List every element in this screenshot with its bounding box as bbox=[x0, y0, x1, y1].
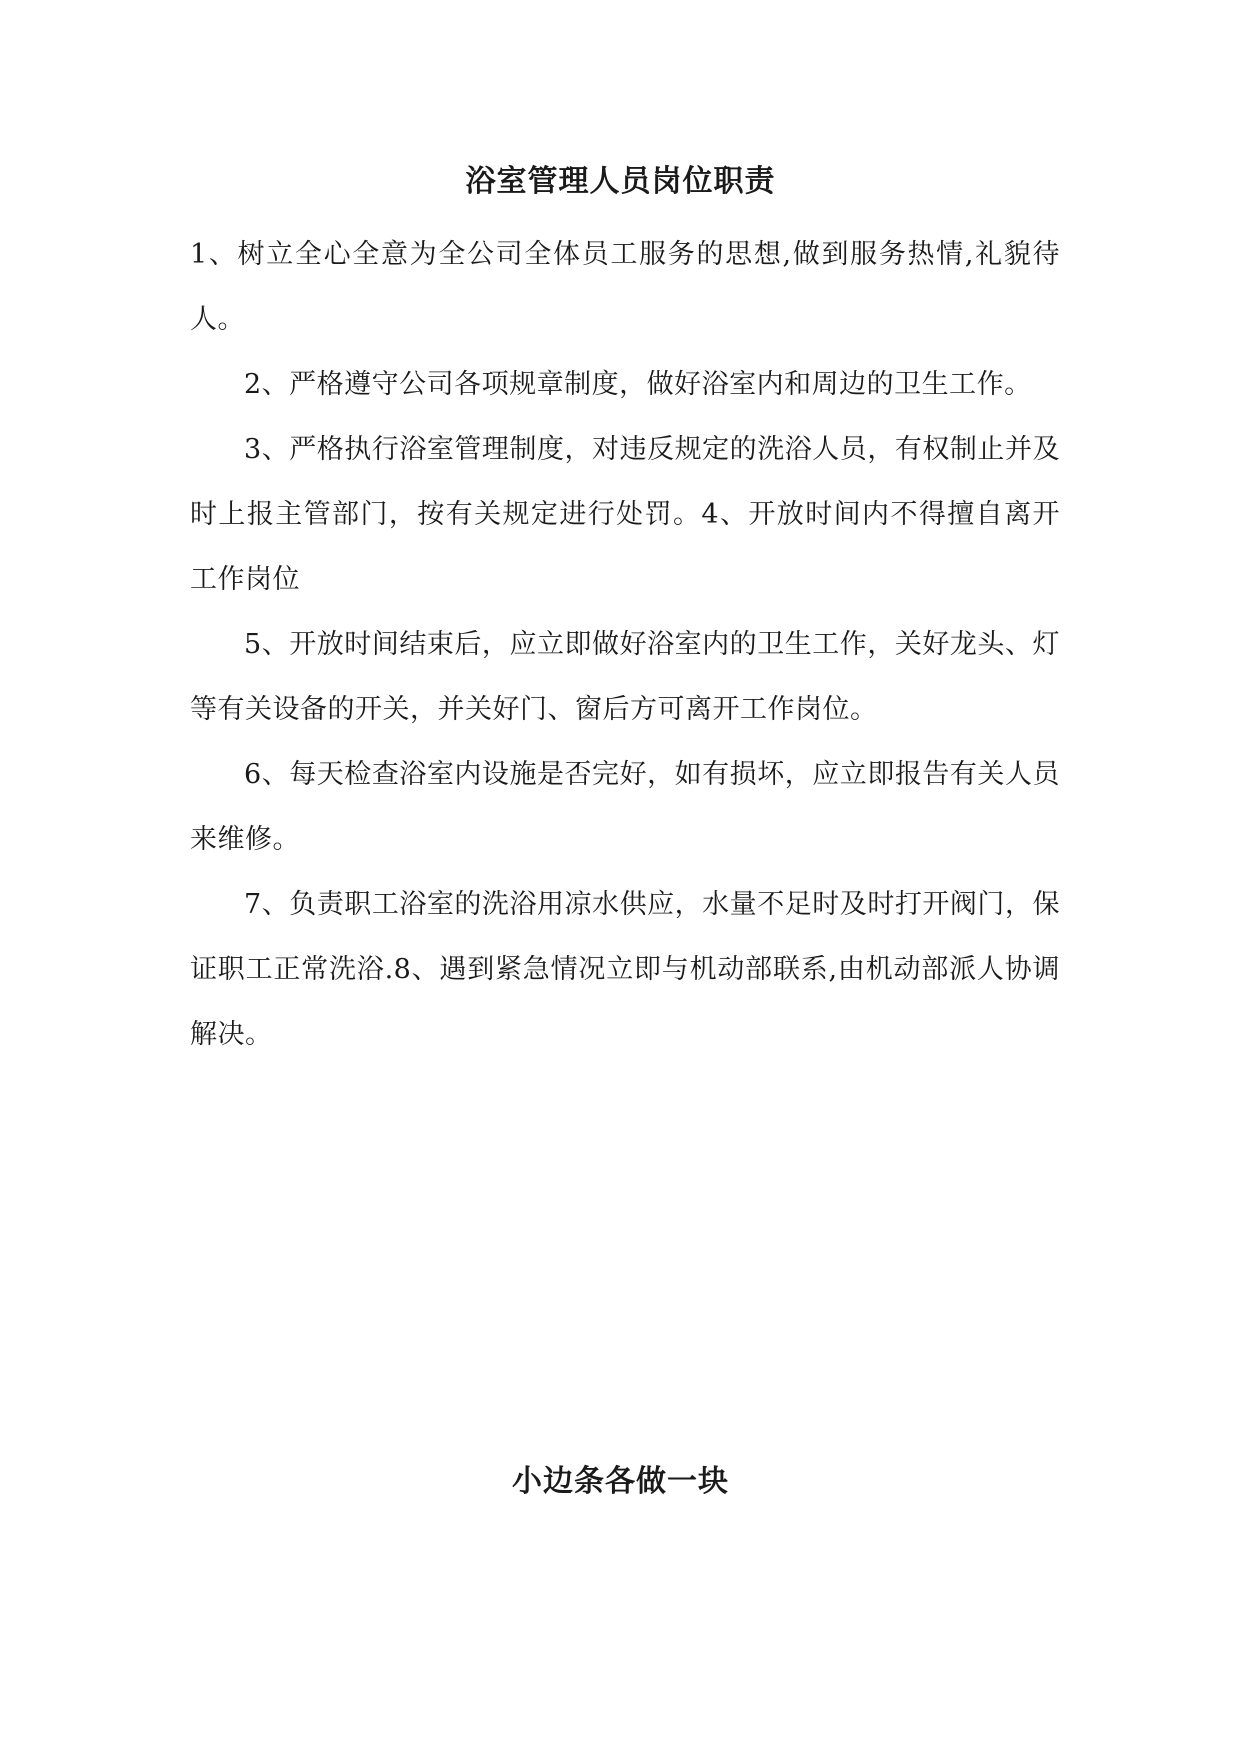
paragraph-6: 6、每天检查浴室内设施是否完好，如有损坏，应立即报告有关人员来维修。 bbox=[190, 759, 1060, 855]
paragraph-1: 1、树立全心全意为全公司全体员工服务的思想,做到服务热情,礼貌待人。 bbox=[190, 239, 1060, 335]
paragraph-3: 3、严格执行浴室管理制度，对违反规定的洗浴人员，有权制止并及时上报主管部门，按有关规定进行处罚。4、开放时间内不得擅自离开工作岗位 bbox=[190, 434, 1060, 595]
footer-heading: 小边条各做一块 bbox=[512, 1464, 729, 1499]
paragraph-2: 2、严格遵守公司各项规章制度，做好浴室内和周边的卫生工作。 bbox=[244, 369, 1032, 400]
document-body bbox=[190, 222, 1060, 1067]
paragraph-5: 5、开放时间结束后，应立即做好浴室内的卫生工作，关好龙头、灯等有关设备的开关，并关好门、窗后方可离开工作岗位。 bbox=[190, 629, 1060, 725]
document-title: 浴室管理人员岗位职责 bbox=[465, 164, 776, 199]
paragraph-7: 7、负责职工浴室的洗浴用凉水供应，水量不足时及时打开阀门，保证职工正常洗浴.8、遇到紧急情况立即与机动部联系,由机动部派人协调解决。 bbox=[190, 889, 1060, 1050]
